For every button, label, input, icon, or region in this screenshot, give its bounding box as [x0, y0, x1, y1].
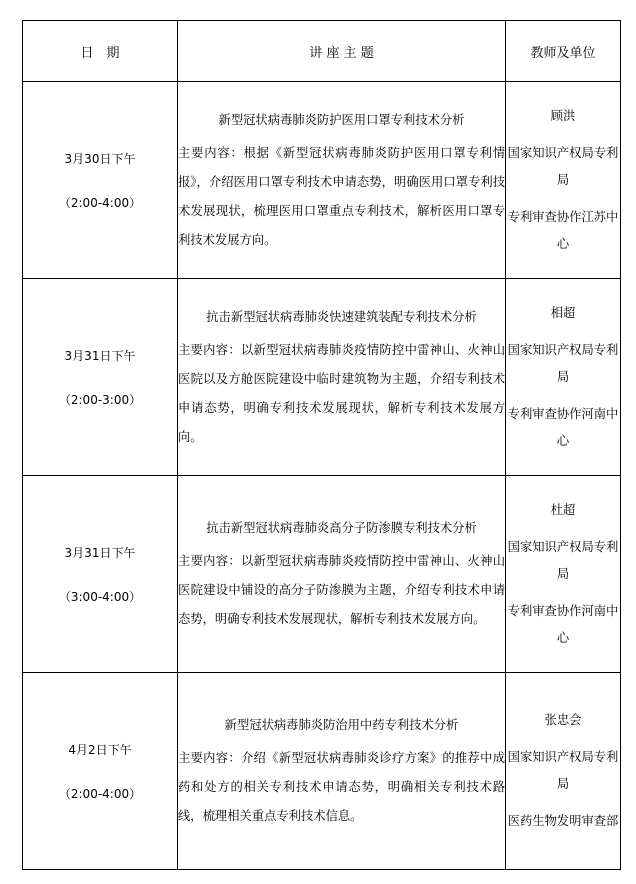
lecture-content: 主要内容：根据《新型冠状病毒肺炎防护医用口罩专利情报》，介绍医用口罩专利技术申请态势，明确医用口罩专利技术发展现状，梳理医用口罩重点专利技术，解析医用口罩专利技术发展方向。 — [178, 145, 505, 247]
teacher-cell — [506, 476, 621, 673]
table-row — [23, 279, 621, 476]
header-row — [23, 21, 621, 82]
topic-cell — [178, 476, 506, 673]
date-cell — [23, 673, 178, 870]
teacher-cell — [506, 673, 621, 870]
header-date: 日 期 — [23, 21, 178, 82]
table-row — [23, 476, 621, 673]
teacher-name: 张忠会 — [544, 713, 582, 727]
teacher-dept: 专利审查协作江苏中心 — [507, 209, 619, 251]
teacher-name: 顾洪 — [550, 108, 576, 123]
teacher-dept: 医药生物发明审查部 — [507, 814, 619, 828]
teacher-cell — [506, 82, 621, 279]
date-cell — [23, 82, 178, 279]
teacher-org: 国家知识产权局专利局 — [507, 750, 619, 791]
lecture-date: 3月31日下午 — [64, 348, 136, 363]
lecture-schedule-table — [22, 20, 621, 870]
teacher-org: 国家知识产权局专利局 — [507, 145, 619, 187]
lecture-content: 主要内容：以新型冠状病毒肺炎疫情防控中雷神山、火神山医院建设中铺设的高分子防渗膜为主题，介绍专利技术申请态势，明确专利技术发展现状，解析专利技术发展方向。 — [178, 554, 505, 626]
teacher-org: 国家知识产权局专利局 — [507, 342, 619, 384]
lecture-time: （2:00-3:00） — [58, 392, 142, 407]
header-teacher: 教师及单位 — [506, 21, 621, 82]
lecture-date: 3月31日下午 — [64, 545, 136, 560]
lecture-time: （2:00-4:00） — [58, 195, 142, 210]
lecture-title: 抗击新型冠状病毒肺炎高分子防渗膜专利技术分析 — [206, 521, 477, 535]
topic-cell — [178, 279, 506, 476]
header-topic: 讲 座 主 题 — [178, 21, 506, 82]
teacher-name: 杜超 — [550, 502, 576, 517]
lecture-content: 主要内容：以新型冠状病毒肺炎疫情防控中雷神山、火神山医院以及方舱医院建设中临时建筑物为主题，介绍专利技术申请态势，明确专利技术发展现状，解析专利技术发展方向。 — [178, 342, 505, 444]
teacher-name: 相超 — [550, 305, 576, 320]
table-row — [23, 673, 621, 870]
date-cell — [23, 476, 178, 673]
topic-cell — [178, 82, 506, 279]
lecture-time: （2:00-4:00） — [58, 786, 142, 801]
teacher-org: 国家知识产权局专利局 — [507, 539, 619, 581]
lecture-date: 3月30日下午 — [64, 151, 136, 166]
lecture-date: 4月2日下午 — [68, 742, 132, 757]
table-row — [23, 82, 621, 279]
date-cell — [23, 279, 178, 476]
teacher-dept: 专利审查协作河南中心 — [507, 603, 619, 645]
teacher-cell — [506, 279, 621, 476]
lecture-title: 新型冠状病毒肺炎防治用中药专利技术分析 — [224, 718, 459, 732]
lecture-title: 新型冠状病毒肺炎防护医用口罩专利技术分析 — [218, 112, 465, 127]
teacher-dept: 专利审查协作河南中心 — [507, 406, 619, 448]
lecture-time: （3:00-4:00） — [58, 589, 142, 604]
lecture-content: 主要内容：介绍《新型冠状病毒肺炎诊疗方案》的推荐中成药和处方的相关专利技术申请态势，明确相关专利技术路线，梳理相关重点专利技术信息。 — [178, 751, 505, 823]
lecture-title: 抗击新型冠状病毒肺炎快速建筑装配专利技术分析 — [206, 309, 477, 324]
topic-cell — [178, 673, 506, 870]
